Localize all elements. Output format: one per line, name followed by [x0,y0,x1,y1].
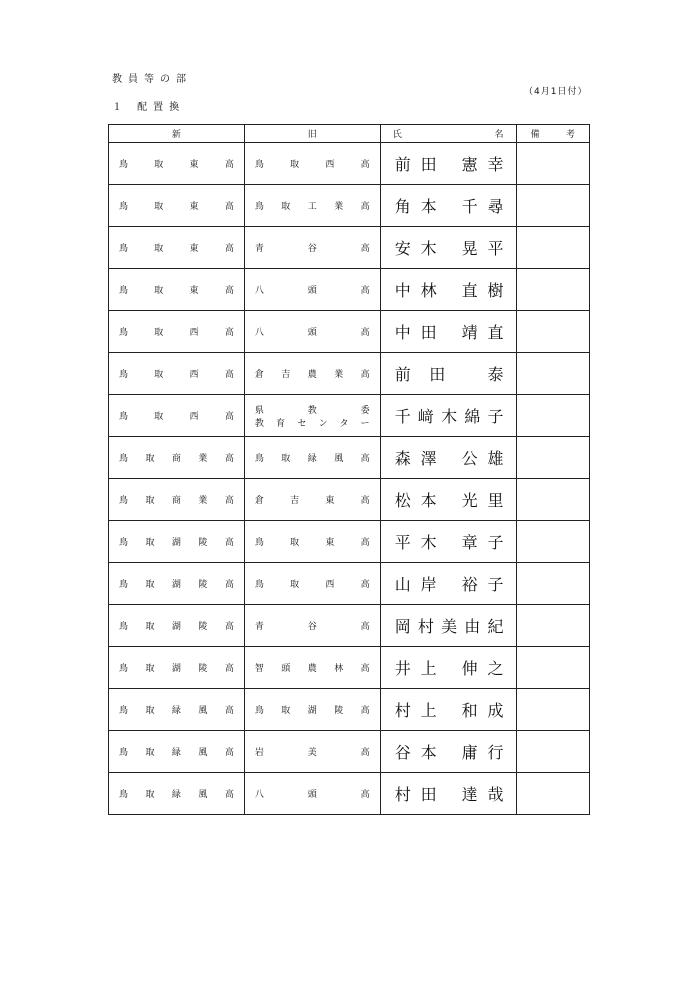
old-school-cell: 鳥取東高 [244,521,380,563]
new-school-cell: 鳥取緑風高 [109,773,245,815]
note-cell [516,521,589,563]
note-cell [516,269,589,311]
old-school-cell: 青谷高 [244,605,380,647]
note-cell [516,563,589,605]
old-school-cell: 八頭高 [244,269,380,311]
old-school-cell: 智頭農林高 [244,647,380,689]
note-cell [516,773,589,815]
transfer-table [108,124,590,815]
old-school-cell: 倉吉農業高 [244,353,380,395]
note-cell [516,605,589,647]
new-school-cell: 鳥取緑風高 [109,731,245,773]
new-school-cell: 鳥取湖陵高 [109,521,245,563]
old-school-cell: 鳥取工業高 [244,185,380,227]
teacher-name-cell: 松本 光里 [380,479,516,521]
old-school-cell: 県教委 教育センター [244,395,380,437]
table-row [109,227,590,269]
teacher-name-cell: 谷本 庸行 [380,731,516,773]
note-cell [516,479,589,521]
old-school-cell: 岩美高 [244,731,380,773]
old-school-cell: 青谷高 [244,227,380,269]
table-row [109,773,590,815]
new-school-cell: 鳥取商業高 [109,479,245,521]
teacher-name-cell: 中田 靖直 [380,311,516,353]
teacher-name-cell: 中林 直樹 [380,269,516,311]
header-name: 氏 名 [380,125,516,143]
old-school-cell: 鳥取西高 [244,143,380,185]
table-row [109,563,590,605]
old-school-cell: 八頭高 [244,311,380,353]
new-school-cell: 鳥取西高 [109,353,245,395]
old-school-cell: 鳥取西高 [244,563,380,605]
teacher-name-cell: 安木 晃平 [380,227,516,269]
teacher-name-cell: 森澤 公雄 [380,437,516,479]
note-cell [516,227,589,269]
teacher-name-cell: 前田 泰 [380,353,516,395]
old-school-cell: 鳥取湖陵高 [244,689,380,731]
table-header-row [109,125,590,143]
table-row [109,185,590,227]
new-school-cell: 鳥取湖陵高 [109,605,245,647]
new-school-cell: 鳥取東高 [109,143,245,185]
new-school-cell: 鳥取東高 [109,185,245,227]
table-row [109,269,590,311]
table-row [109,395,590,437]
note-cell [516,143,589,185]
table-row [109,143,590,185]
teacher-name-cell: 井上 伸之 [380,647,516,689]
subsection-title: １ 配置換 [112,102,186,113]
new-school-cell: 鳥取西高 [109,395,245,437]
teacher-name-cell: 岡村美由紀 [380,605,516,647]
new-school-cell: 鳥取湖陵高 [109,563,245,605]
table-row [109,479,590,521]
old-school-cell: 八頭高 [244,773,380,815]
table-row [109,647,590,689]
new-school-cell: 鳥取湖陵高 [109,647,245,689]
teacher-name-cell: 前田 憲幸 [380,143,516,185]
table-row [109,311,590,353]
old-school-cell: 鳥取緑風高 [244,437,380,479]
note-cell [516,395,589,437]
table-row [109,521,590,563]
new-school-cell: 鳥取西高 [109,311,245,353]
new-school-cell: 鳥取商業高 [109,437,245,479]
table-row [109,731,590,773]
note-cell [516,353,589,395]
table-row [109,689,590,731]
teacher-name-cell: 村田 達哉 [380,773,516,815]
old-school-cell: 倉吉東高 [244,479,380,521]
new-school-cell: 鳥取東高 [109,227,245,269]
section-title: 教員等の部 [112,74,192,85]
table-row [109,437,590,479]
teacher-name-cell: 平木 章子 [380,521,516,563]
note-cell [516,437,589,479]
teacher-name-cell: 角本 千尋 [380,185,516,227]
header-old: 旧 [244,125,380,143]
header-new: 新 [109,125,245,143]
header-note: 備 考 [516,125,589,143]
note-cell [516,185,589,227]
table-row [109,605,590,647]
table-row [109,353,590,395]
note-cell [516,731,589,773]
teacher-name-cell: 山岸 裕子 [380,563,516,605]
new-school-cell: 鳥取東高 [109,269,245,311]
new-school-cell: 鳥取緑風高 [109,689,245,731]
note-cell [516,689,589,731]
note-cell [516,311,589,353]
note-cell [516,647,589,689]
teacher-name-cell: 千﨑木綿子 [380,395,516,437]
teacher-name-cell: 村上 和成 [380,689,516,731]
effective-date: （4月1日付） [524,87,588,97]
